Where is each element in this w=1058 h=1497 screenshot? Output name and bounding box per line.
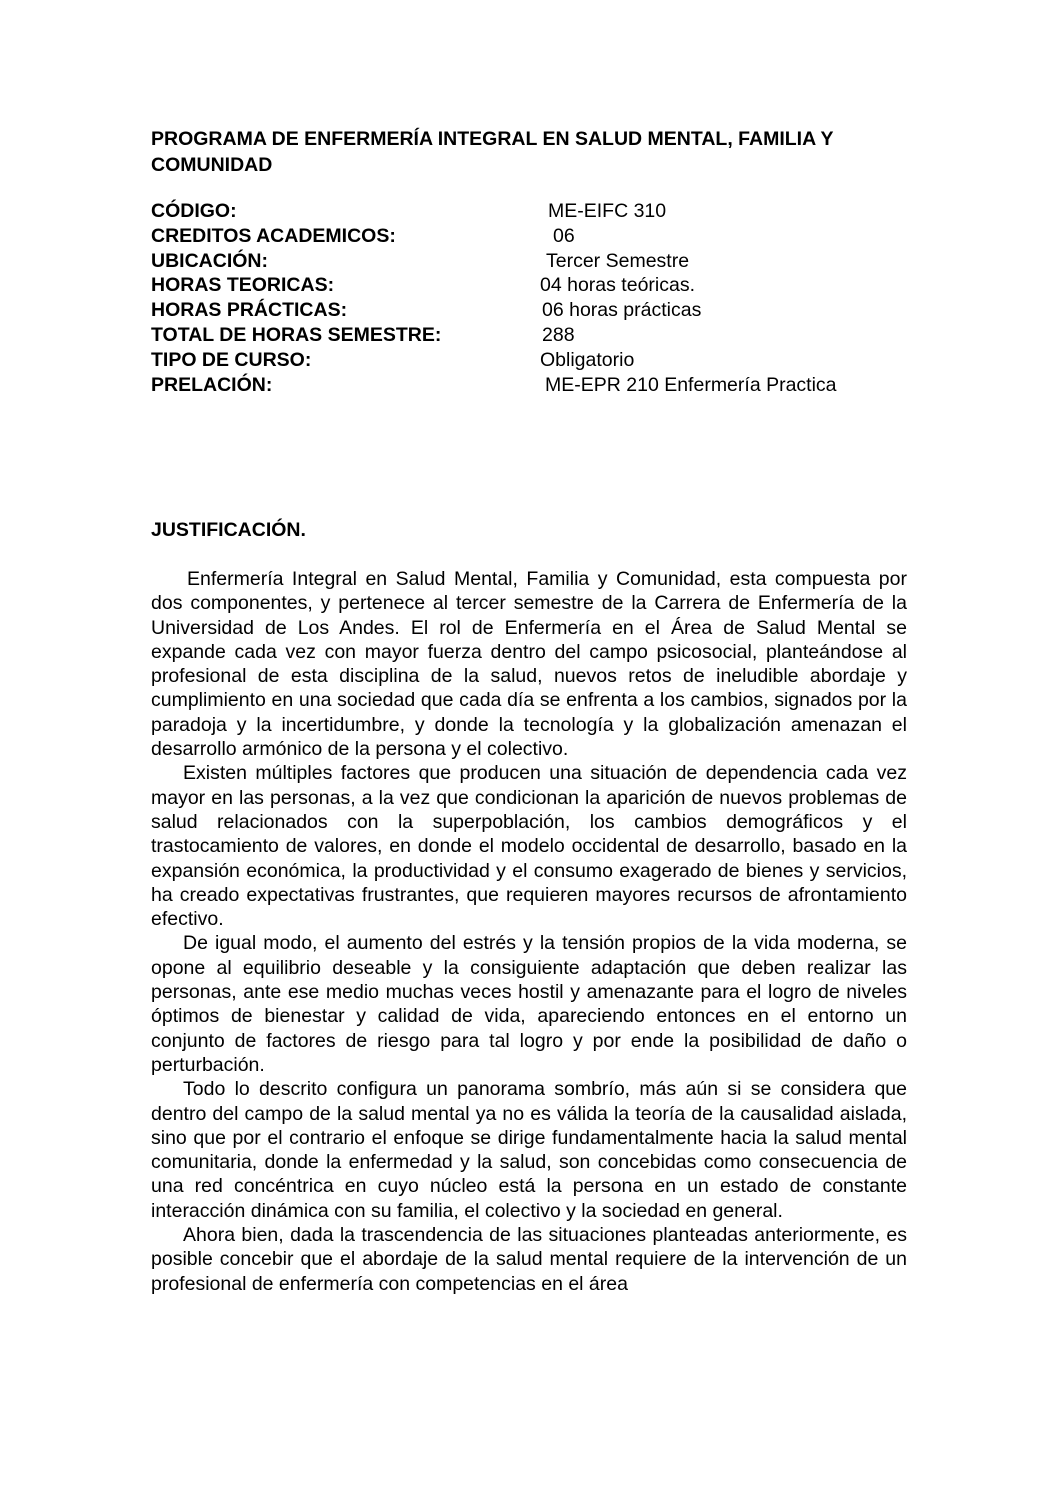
info-value: 06 xyxy=(553,224,575,247)
paragraph: De igual modo, el aumento del estrés y la tensión propios de la vida moderna, se opone al equilibrio deseable y la consiguiente adaptación que deben realizar las personas, ante ese medio muchas veces hostil y amenazante para el logro de niveles óptimos de bienestar y calidad de vida, apareciendo entonces en el entorno un conjunto de factores de riesgo para tal logro y por ende la posibilidad de daño o perturbación. xyxy=(151,932,907,1076)
info-value: 04 horas teóricas. xyxy=(540,274,696,297)
info-label: CÓDIGO: xyxy=(151,200,237,222)
paragraph: Enfermería Integral en Salud Mental, Familia y Comunidad, esta compuesta por dos componentes, y pertenece al tercer semestre de la Carrera de Enfermería de la Universidad de Los Andes. El rol de Enfermería en el Área de Salud Mental se expande cada vez con mayor fuerza dentro del campo psicosocial, planteándose al profesional de esta disciplina de la salud, nuevos retos de ineludible abordaje y cumplimiento en una sociedad que cada día se enfrenta a los cambios, signados por la paradoja y la incertidumbre, y donde la tecnología y la globalización amenazan el desarrollo armónico de la persona y el colectivo. xyxy=(151,568,907,761)
info-row-horas-teoricas xyxy=(151,273,931,298)
paragraph: Existen múltiples factores que producen una situación de dependencia cada vez mayor en las personas, a la vez que condicionan la aparición de nuevos problemas de salud relacionados con la superpoblación, los cambios demográficos y el trastocamiento de valores, en donde el modelo occidental de desarrollo, basado en la expansión económica, la productividad y el consumo exagerado de bienes y servicios, ha creado expectativas frustrantes, que requieren mayores recursos de afrontamiento efectivo. xyxy=(151,762,907,931)
course-info-table xyxy=(151,199,931,397)
info-row-codigo xyxy=(151,199,931,224)
info-value: Tercer Semestre xyxy=(546,249,690,272)
info-value: ME-EIFC 310 xyxy=(548,200,667,222)
paragraph: Ahora bien, dada la trascendencia de las situaciones planteadas anteriormente, es posible concebir que el abordaje de la salud mental requiere de la intervención de un profesional de enfermería con competencias en el área xyxy=(151,1224,907,1295)
document-title: PROGRAMA DE ENFERMERÍA INTEGRAL EN SALUD MENTAL, FAMILIA Y COMUNIDAD xyxy=(151,128,834,176)
info-value: 06 horas prácticas xyxy=(542,299,702,322)
info-label: HORAS PRÁCTICAS: xyxy=(151,299,348,322)
info-label: UBICACIÓN: xyxy=(151,249,268,272)
info-row-total-horas xyxy=(151,323,931,348)
info-label: PRELACIÓN: xyxy=(151,373,273,396)
info-row-creditos xyxy=(151,224,931,249)
info-label: TIPO DE CURSO: xyxy=(151,348,312,371)
info-label: CREDITOS ACADEMICOS: xyxy=(151,224,396,247)
info-label: TOTAL DE HORAS SEMESTRE: xyxy=(151,323,442,346)
info-row-ubicacion xyxy=(151,249,931,274)
info-value: ME-EPR 210 Enfermería Practica xyxy=(545,373,837,396)
info-row-prelacion xyxy=(151,373,931,398)
justification-body xyxy=(151,567,907,1296)
info-row-horas-practicas xyxy=(151,298,931,323)
section-heading-justificacion: JUSTIFICACIÓN. xyxy=(151,519,306,541)
info-value: 288 xyxy=(542,323,575,346)
paragraph: Todo lo descrito configura un panorama sombrío, más aún si se considera que dentro del campo de la salud mental ya no es válida la teoría de la causalidad aislada, sino que por el contrario el enfoque se dirige fundamentalmente hacia la salud mental comunitaria, donde la enfermedad y la salud, son concebidas como consecuencia de una red concéntrica en cuyo núcleo está la persona en un estado de constante interacción dinámica con su familia, el colectivo y la sociedad en general. xyxy=(151,1078,907,1222)
info-label: HORAS TEORICAS: xyxy=(151,274,335,297)
info-row-tipo-curso xyxy=(151,348,931,373)
info-value: Obligatorio xyxy=(540,348,635,371)
